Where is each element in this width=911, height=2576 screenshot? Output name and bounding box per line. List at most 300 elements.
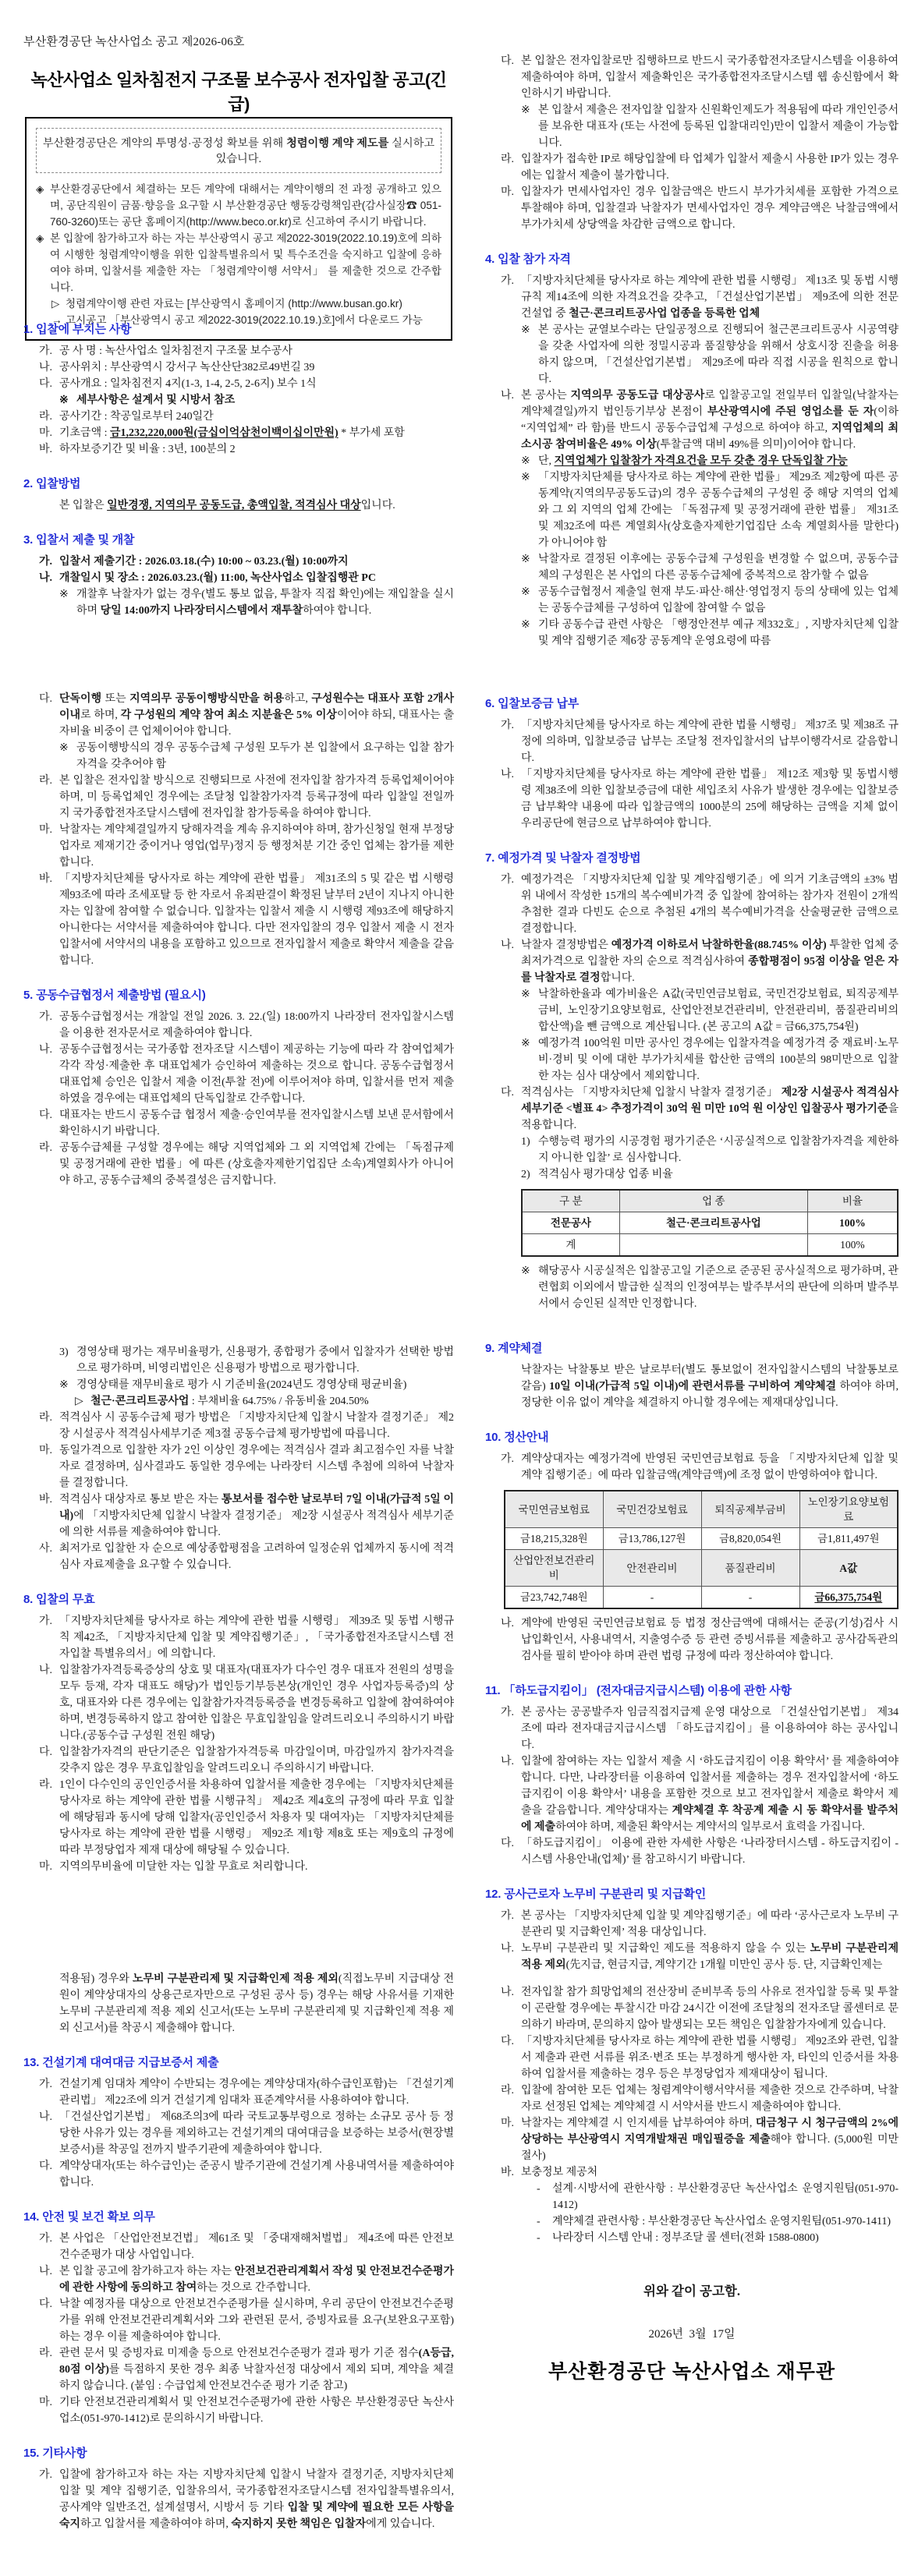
integrity-sub-item [36, 295, 441, 312]
item-marker: ※ [59, 1379, 69, 1391]
item-marker: 다. [39, 1746, 53, 1758]
table-row [505, 1550, 898, 1587]
table-cell [619, 1234, 807, 1257]
item-text: 나라장터 시스템 안내 : 정부조달 콜 센터(전화 1588-0800) [552, 2232, 819, 2244]
list-item [23, 1410, 454, 1442]
closing-statement: 위와 같이 공고함. [643, 2284, 740, 2298]
item-marker: 다. [501, 1838, 515, 1849]
list-item [23, 425, 454, 441]
item-marker: ※ [59, 395, 69, 406]
list-item [23, 822, 454, 871]
list-item [485, 53, 899, 102]
list-item [23, 1859, 454, 1875]
item-text: 계약체결 관련사항 : 부산환경공단 녹산사업소 운영지원팀(051-970-1411) [552, 2216, 892, 2227]
item-marker: 나. [39, 1044, 53, 1056]
item-text: 「하도급지킴이」 이용에 관한 자세한 사항은 ‘나라장터시스템 - 하도급지킴이 - 시스템 사용안내(업체)’ 를 참고하시기 바랍니다. [521, 1838, 899, 1866]
item-text: 입찰에 참여하는 자는 입찰서 제출 시 ‘하도급지킴이 이용 확약서’ 를 제출하여야 합니다. 다만, 나라장터를 이용하여 입찰서를 제출하는 경우 전자입찰서에 ‘하도급지킴이 이용 확약서’ 내용을 포함한 것으로 보고 전자입찰서 제출로 확약서 제출을 갈음합니다. 계약상대자는 계약체결 후 착공계 제출 시 동 확약서를 발주처에 제출하여야 하며, 제출된 확약서는 계약서의 일부로서 효력을 가집니다. [521, 1756, 899, 1833]
list-item [23, 1377, 454, 1393]
item-marker: 라. [501, 2085, 515, 2097]
list-item [485, 102, 899, 151]
item-marker: - [537, 2183, 541, 2195]
item-text: 「지방자치단체를 당사자로 하는 계약에 관한 법률 시행령」 제13조 및 동법 시행규칙 제14조에 의한 자격요건을 갖추고, 「건설산업기본법」 제9조에 의한 전문건설업 중 철근·콘크리트공사업 업종을 등록한 업체 [521, 275, 899, 320]
item-text: 본 공사는 「지방자치단체 입찰 및 계약집행기준」에 따라 ‘공사근로자 노무비 구분관리 및 지급확인제’ 적용 대상입니다. [521, 1910, 899, 1938]
text-block [23, 322, 454, 619]
item-marker: 마. [501, 186, 515, 198]
item-marker: 다. [39, 1109, 53, 1121]
item-marker: ※ [521, 324, 530, 336]
list-item [23, 1140, 454, 1189]
section-heading: 4. 입찰 참가 자격 [485, 253, 571, 266]
list-item [485, 2082, 899, 2115]
item-text: 낙찰하한율과 예가비율은 A값(국민연금보험료, 국민건강보험료, 퇴직공제부금비, 노인장기요양보험료, 산업안전보건관리비, 안전관리비, 품질관리비의 합산액)을 뺀 금액으로 계산됩니다. (본 공고의 A값 = 금66,375,754원) [538, 989, 899, 1033]
list-item [23, 1107, 454, 1140]
item-text: 공사기간 : 착공일로부터 240일간 [59, 411, 214, 423]
section-heading: 8. 입찰의 무효 [23, 1593, 95, 1606]
item-text: 동일가격으로 입찰한 자가 2인 이상인 경우에는 적격심사 결과 최고점수인 자를 낙찰자로 결정하며, 심사결과도 동일한 경우에는 나라장터 시스템 추첨에 의하여 낙찰자를 결정합니다. [59, 1445, 454, 1489]
item-marker: 다. [501, 2036, 515, 2047]
paragraph: 적용됨) 경우와 노무비 구분관리제 및 지급확인제 적용 제외(직접노무비 지급대상 전원이 계약상대자의 상용근로자만으로 구성된 공사 등) 경우는 해당 사유서를 기재한 노무비 구분관리제 적용 제외 신고서(또는 노무비 구분관리제 및 지급확인제 적용 제외 신고서)를 착공시 제출해야 합니다. [59, 1973, 454, 2034]
list-item [485, 151, 899, 184]
item-marker: ※ [59, 742, 69, 754]
data-table [504, 1490, 899, 1609]
list-item [23, 691, 454, 740]
item-text: 낙찰자는 계약체결일까지 당해자격을 계속 유지하여야 하며, 참가신청일 현재 부정당업자로 제재기간 중이거나 영업(업무)정지 등 행정처분 기간 중인 업체는 참가를 제한합니다. [59, 824, 454, 869]
list-item [23, 343, 454, 359]
item-text: 개찰후 낙찰자가 없는 경우(별도 통보 없음, 투찰자 직접 확인)에는 재입찰을 실시하며 당일 14:00까지 나라장터시스템에서 재투찰하여야 합니다. [76, 589, 454, 617]
table-cell: 철근·콘크리트공사업 [619, 1212, 807, 1234]
item-text: 건설기계 임대차 계약이 수반되는 경우에는 계약상대자(하수급인포함)는 「건설기계관리법」 제22조에 의거 건설기계 임대차 표준계약서를 사용하여야 합니다. [59, 2079, 454, 2107]
list-item [485, 469, 899, 551]
issuer-signature: 부산환경공단 녹산사업소 재무관 [548, 2361, 835, 2383]
item-marker: 가. [39, 1615, 53, 1627]
table-cell: 100% [807, 1212, 898, 1234]
integrity-item [36, 181, 441, 230]
list-item [23, 1442, 454, 1491]
section-heading: 13. 건설기계 대여대금 지급보증서 제출 [23, 2056, 219, 2069]
table-row [522, 1190, 898, 1212]
table-header-cell: 산업안전보건관리비 [505, 1550, 603, 1587]
item-text: 본 입찰은 전자입찰 방식으로 진행되므로 사전에 전자입찰 참가자격 등록업체이어야 하며, 미 등록업체인 경우에는 조달청 입찰참가자격 등록규정에 따라 입찰일 전일까지 국가종합전자조달시스템에 전자입찰 참가등록을 하여야 합니다. [59, 775, 454, 819]
list-item [485, 2181, 899, 2213]
section-heading: 3. 입찰서 제출 및 개찰 [23, 533, 135, 547]
table-header-cell: 노인장기요양보험료 [799, 1491, 898, 1528]
list-item [23, 570, 454, 586]
item-marker: 마. [39, 1861, 53, 1873]
list-item [23, 392, 454, 409]
item-marker: 다. [39, 378, 53, 390]
item-marker: 가. [501, 1910, 515, 1922]
list-item [23, 2263, 454, 2296]
item-marker: 마. [39, 1445, 53, 1456]
item-marker: 라. [39, 1779, 53, 1791]
item-marker: ※ [521, 989, 530, 1000]
list-item [485, 1941, 899, 1973]
item-text: 본 공사는 지역의무 공동도급 대상공사로 입찰공고일 전일부터 입찰일(낙찰자는 계약체결일)까지 법인등기부상 본점이 부산광역시에 주된 영업소를 둔 자(이하 “지역업체” 라 함)를 반드시 공동수급업체 구성으로 하여야 하고, 지역업체의 최소시공 참여비율은 49% 이상(투찰금액 대비 49%를 의미)이어야 합니다. [521, 390, 899, 451]
item-marker: 1) [521, 1136, 530, 1148]
list-item [23, 554, 454, 570]
text-block [485, 1984, 899, 2246]
list-item [485, 986, 899, 1035]
item-text: 적격심사 평가대상 업종 비율 [538, 1169, 673, 1180]
item-text: 본 입찰에 참가하고자 하는 자는 부산광역시 공고 제2022-3019(2022.10.19)호에 의하여 시행한 청렴계약이행을 위한 입찰특별유의서 및 특수조건을 숙지하고 입찰에 응하여야 하며, 입찰서를 제출한 자는 「청렴계약이행 서약서」 를 제출한 것으로 간주합니다. [50, 232, 441, 293]
item-marker: 라. [39, 1142, 53, 1154]
list-item [485, 1704, 899, 1753]
right-column [485, 0, 899, 2576]
item-marker: 라. [39, 775, 53, 787]
item-marker: 나. [39, 362, 53, 373]
page-title: 녹산사업소 일차침전지 구조물 보수공사 전자입찰 공고(긴급) [30, 70, 447, 114]
list-item [485, 584, 899, 617]
item-text: 대표자는 반드시 공동수급 협정서 제출·승인여부를 전자입찰시스템 보낸 문서함에서 확인하시기 바랍니다. [59, 1109, 454, 1138]
item-marker: 2) [521, 1169, 530, 1180]
list-item [23, 740, 454, 773]
list-item [485, 717, 899, 766]
item-text: 공동수급협정서 제출일 현재 부도·파산·해산·영업정지 등의 상태에 있는 업체는 공동수급체를 구성하여 입찰에 참여할 수 없음 [538, 586, 899, 614]
text-block [485, 1341, 899, 1973]
list-item [23, 586, 454, 619]
item-text: 예정가격 100억원 미만 공사인 경우에는 입찰자격을 예정가격 중 재료비·노무비·경비 및 이에 대한 부가가치세를 합산한 금액의 100분의 98미만으로 입찰 한 자는 심사 대상에서 제외합니다. [538, 1038, 899, 1082]
integrity-item [36, 230, 441, 295]
item-marker: 가. [39, 2233, 53, 2245]
item-text: 경영상태를 재무비율로 평가 시 기준비율(2024년도 경영상태 평균비율) [76, 1379, 407, 1391]
item-marker: 나. [501, 939, 515, 951]
item-marker: 가. [39, 345, 53, 357]
item-text: 낙찰자 결정방법은 예정가격 이하로서 낙찰하한율(88.745% 이상) 투찰한 업체 중 최저가격으로 입찰한 자의 순으로 적격심사하여 종합평점이 95점 이상을 얻은 자를 낙찰자로 결정합니다. [521, 939, 899, 984]
list-item [485, 937, 899, 986]
section-heading: 5. 공동수급협정서 제출방법 (필요시) [23, 989, 206, 1002]
item-text: 하자보증기간 및 비율 : 3년, 100분의 2 [59, 444, 236, 455]
item-marker: 라. [39, 1412, 53, 1424]
item-text: 개찰일시 및 장소 : 2026.03.23.(월) 11:00, 녹산사업소 입찰집행관 PC [59, 572, 376, 584]
item-marker: 다. [501, 55, 515, 67]
list-item [23, 376, 454, 392]
item-marker: 다. [501, 1087, 515, 1099]
table-header-cell: 품질관리비 [701, 1550, 799, 1587]
table-header-cell: 국민연금보험료 [505, 1491, 603, 1528]
list-item [485, 1615, 899, 1665]
integrity-box [25, 117, 452, 341]
item-marker: ◈ [36, 232, 44, 244]
item-text: 공동수급협정서는 국가종합 전자조달 시스템이 제공하는 기능에 따라 각 참여업체가 각각 작성·제출한 후 대표업체가 승인하여 제출하는 것으로 합니다. 공동수급협정서 대표업체 승인은 입찰서 제출 이전(투찰 전)에 이루어져야 하며, 입찰서를 먼저 제출하였을 경우에는 대표업체의 단독입찰로 간주합니다. [59, 1044, 454, 1105]
section-heading: 2. 입찰방법 [23, 477, 81, 490]
integrity-banner-suffix: 실시하고 있습니다. [215, 137, 435, 165]
item-marker: 나. [501, 1943, 515, 1955]
list-item [23, 2231, 454, 2263]
item-marker: ※ [521, 104, 530, 116]
list-item [485, 1835, 899, 1868]
table-header-cell: 업 종 [619, 1190, 807, 1212]
item-text: 계약상대자는 예정가격에 반영된 국민연금보험료 등을 「지방자치단체 입찰 및 계약 집행기준」에 따라 입찰금액(계약금액)에 조정 없이 반영하여야 합니다. [521, 1453, 899, 1481]
list-item [485, 2164, 899, 2181]
item-text: 입찰에 참여한 모든 업체는 청렴계약이행서약서를 제출한 것으로 간주하며, 낙찰자로 선정된 업체는 계약체결 시 서약서를 반드시 제출하여야 합니다. [521, 2085, 899, 2113]
table-cell: - [603, 1587, 701, 1609]
list-item [23, 773, 454, 822]
item-marker: 가. [501, 275, 515, 287]
item-text: 노무비 구분관리 및 지급확인 제도를 적용하지 않을 수 있는 노무비 구분관리제 적용 제외(先지급, 현금지급, 계약기간 1개월 미만인 공사 등. 단, 지급확인제는 [521, 1943, 899, 1971]
item-marker: 가. [501, 874, 515, 886]
list-item [485, 322, 899, 387]
announcement-date: 2026년 3월 17일 [648, 2328, 736, 2341]
list-item [485, 1035, 899, 1085]
list-item [485, 1263, 899, 1312]
item-marker: 나. [39, 572, 53, 584]
text-block [23, 1344, 454, 1875]
section-heading: 1. 입찰에 부치는 사항 [23, 323, 132, 336]
table-header-cell: A값 [799, 1550, 898, 1587]
list-item [485, 2213, 899, 2230]
item-text: 해당공사 시공실적은 입찰공고일 기준으로 준공된 공사실적으로 평가하며, 관련협회 이외에서 발급한 실적의 인정여부는 발주부서의 판단에 의하며 발주부서에서 승인된 실적만 인정합니다. [538, 1265, 899, 1310]
item-marker: 라. [39, 411, 53, 423]
item-text: 낙찰자는 계약체결 시 인지세를 납부하여야 하며, 대금청구 시 청구금액의 2%에 상당하는 부산광역시 지역개발채권 매입필증을 제출해야 합니다. (5,000원 미만 절사) [521, 2118, 899, 2162]
table-row [505, 1491, 898, 1528]
item-text: 최저가로 입찰한 자 순으로 예상종합평점을 고려하여 일정순위 업체까지 동시에 적격심사 자료제출을 요구할 수 있습니다. [59, 1543, 454, 1571]
text-block [23, 1971, 454, 2532]
table-header-cell: 안전관리비 [603, 1550, 701, 1587]
item-marker: 사. [39, 1543, 53, 1555]
integrity-box-items [36, 181, 441, 328]
section-heading: 7. 예정가격 및 낙찰자 결정방법 [485, 851, 641, 865]
item-text: 공사개요 : 일차침전지 4지(1-3, 1-4, 2-5, 2-6지) 보수 1식 [59, 378, 317, 390]
item-text: 공 사 명 : 녹산사업소 일차침전지 구조물 보수공사 [59, 345, 292, 357]
section-heading: 15. 기타사항 [23, 2447, 87, 2460]
item-text: 적격심사 시 공동수급체 평가 방법은 「지방자치단체 입찰시 낙찰자 결정기준」 제2장 시설공사 적격심사세부기준 제3절 공동수급체 평가방법에 따릅니다. [59, 1412, 454, 1440]
list-item [485, 1085, 899, 1134]
table-cell: 금13,786,127원 [603, 1528, 701, 1550]
item-text: 입찰자가 접속한 IP로 해당입찰에 타 업체가 입찰서 제출시 사용한 IP가 있는 경우에는 입찰서 제출이 불가합니다. [521, 154, 899, 182]
item-marker: 나. [501, 1756, 515, 1767]
item-text: 공사위치 : 부산광역시 강서구 녹산산단382로49번길 39 [59, 362, 315, 373]
item-marker: 나. [39, 1665, 53, 1676]
item-text: 계약에 반영된 국민연금보험료 등 법정 정산금액에 대해서는 준공(기성)검사 시 납입확인서, 사용내역서, 지출영수증 등 관련 증빙서류를 제출하고 공사감독관의 검사를 필히 받아야 하며 관련 법령 규정에 따라 정산하여야 합니다. [521, 1618, 899, 1662]
item-marker: ※ [521, 472, 530, 483]
paragraph: 본 입찰은 일반경쟁, 지역의무 공동도급, 총액입찰, 적격심사 대상입니다. [59, 500, 395, 511]
item-text: 부산환경공단에서 체결하는 모든 계약에 대해서는 계약이행의 전 과정 공개하고 있으며, 공단직원이 금품·향응을 요구할 시 부산환경공단 행동강령책임관(감사실장☎ 051-760-3260)또는 공단 홈페이지(http://www.beco.or.kr)로 신고하여 주시기 바랍니다. [50, 183, 441, 228]
item-marker: ※ [521, 586, 530, 598]
table-cell: 전문공사 [522, 1212, 619, 1234]
item-text: 공동수급협정서는 개찰일 전일 2026. 3. 22.(일) 18:00까지 나라장터 전자입찰시스템을 이용한 전자문서로 제출하여야 합니다. [59, 1011, 454, 1039]
item-text: 입찰에 참가하고자 하는 자는 지방자치단체 입찰시 낙찰자 결정기준, 지방자치단체 입찰 및 계약 집행기준, 입찰유의서, 국가종합전자조달시스템 전자입찰특별유의서, 공사계약 일반조건, 설계설명서, 시방서 등 기타 입찰 및 계약에 필요한 모든 사항을 숙지하고 입찰서를 제출하여야 하며, 숙지하지 못한 책임은 입찰자에게 있습니다. [59, 2469, 454, 2530]
item-marker: 나. [501, 390, 515, 402]
integrity-banner [36, 128, 441, 173]
list-item [23, 2296, 454, 2345]
section-heading: 12. 공사근로자 노무비 구분관리 및 지급확인 [485, 1888, 707, 1901]
item-marker: ▷ [51, 298, 60, 310]
item-marker: 나. [39, 2111, 53, 2123]
doc-number: 부산환경공단 녹산사업소 공고 제2026-06호 [23, 36, 245, 48]
item-text: 입찰자가 면세사업자인 경우 입찰금액은 반드시 부가가치세를 포함한 가격으로 투찰해야 하며, 입찰결과 낙찰자가 면세사업자인 경우 계약금액은 낙찰금액에서 부가가치세 상당액을 차감한 금액으로 합니다. [521, 186, 899, 231]
item-text: 본 입찰은 전자입찰로만 집행하므로 반드시 국가종합전자조달시스템을 이용하여 제출하여야 하며, 입찰서 제출확인은 국가종합전자조달시스템 웹 송신함에서 확인하시기 바랍니다. [521, 55, 899, 100]
table-header-cell: 비율 [807, 1190, 898, 1212]
item-marker: 바. [501, 2167, 515, 2178]
item-marker: 나. [39, 2266, 53, 2277]
item-marker: 나. [501, 769, 515, 780]
table-cell: 100% [807, 1234, 898, 1257]
list-item [485, 1166, 899, 1183]
list-item [23, 2076, 454, 2109]
table-cell: 금66,375,754원 [799, 1587, 898, 1609]
item-text: 수행능력 평가의 시공경험 평가기준은 ‘시공실적으로 입찰참가자격을 제한하지 아니한 입찰’ 로 심사합니다. [538, 1136, 899, 1164]
item-text: 「지방자치단체를 당사자로 하는 계약에 관한 법률 시행령」 제92조와 관련, 입찰서 제출과 관련 서류를 위조·변조 또는 부정하게 행사한 자, 타인의 인증서를 차용하여 입찰서를 제출하는 경우 등은 부정당업자 제재대상이 됩니다. [521, 2036, 899, 2080]
item-marker: ▷ [75, 1396, 83, 1407]
list-item [23, 409, 454, 425]
item-text: 본 공사는 균열보수라는 단일공정으로 진행되어 철근콘크리트공사 시공역량을 갖춘 사업자에 의한 정밀시공과 품질향상을 위해서 상호시장 진출을 허용하지 않으며, 「건설산업기본법」 제29조에 따라 직접 시공을 원칙으로 합니다. [538, 324, 899, 385]
list-item [485, 1134, 899, 1166]
list-item [485, 2033, 899, 2082]
list-item [485, 872, 899, 937]
item-marker: ※ [521, 619, 530, 631]
item-text: 「지방자치단체를 당사자로 하는 계약에 관한 법률 시행령」 제39조 및 동법 시행규칙 제42조, 「지방자치단체 입찰 및 계약집행기준」, 「국가종합전자조달시스템 전자입찰 특별유의서」에 의합니다. [59, 1615, 454, 1660]
item-text: 입찰참가자격등록증상의 상호 및 대표자(대표자가 다수인 경우 대표자 전원의 성명을 모두 등재, 각자 대표도 해당)가 법인등기부등본상(개인인 경우 사업자등록증)의 상호, 대표자와 다른 경우에는 입찰참가자격등록증을 변경등록하고 입찰에 참여하여야 하며, 변경등록하지 않고 참여한 입찰은 무효입찰임을 알려드리오니 주의하시기 바랍니다.(공동수급 구성원 전원 해당) [59, 1665, 455, 1742]
item-marker: 나. [501, 1987, 515, 1998]
integrity-banner-bold: 청렴이행 계약 제도를 [286, 137, 389, 150]
item-text: 기타 안전보건관리계획서 및 안전보건수준평가에 관한 사항은 부산환경공단 녹산사업소(051-970-1412)로 문의하시기 바랍니다. [59, 2397, 454, 2425]
list-item [23, 1042, 454, 1107]
list-item [23, 871, 454, 969]
list-item [23, 1393, 454, 1410]
item-marker: → [51, 314, 62, 326]
item-text: 본 공사는 공공발주자 임금직접지급제 운영 대상으로 「건설산업기본법」 제34조에 따라 전자대금지급시스템 「하도급지킴이」를 이용하여야 하는 공사입니다. [521, 1707, 899, 1751]
section-heading: 6. 입찰보증금 납부 [485, 697, 580, 710]
item-marker: 가. [39, 2469, 53, 2481]
item-text: 경영상태 평가는 재무비율평가, 신용평가, 종합평가 중에서 입찰자가 선택한 방법으로 평가하며, 비영리법인은 신용평가 방법으로 평가합니다. [76, 1346, 454, 1375]
list-item [23, 1491, 454, 1541]
item-text: 예정가격은 「지방자치단체 입찰 및 계약집행기준」에 의거 기초금액의 ±3% 범위 내에서 작성한 15개의 복수예비가격 중 입찰에 참여하는 참가자 전원이 2개씩 추첨한 결과 다빈도 순으로 추첨된 4개의 복수예비가격을 산술평균한 금액으로 결정합니다. [521, 874, 899, 935]
item-marker: 바. [39, 444, 53, 455]
list-item [23, 2109, 454, 2158]
item-text: 「지방자치단체를 당사자로 하는 계약에 관한 법률」 제31조의 5 및 같은 법 시행령 제93조에 따라 조세포탈 등 한 자로서 유죄판결이 확정된 날부터 2년이 지나지 아니한 자는 입찰에 참여할 수 없습니다. 입찰자는 입찰서 제출 시 시행령 제93조에 해당하지 아니한다는 서약서를 제출하여야 합니다. 다만 전자입찰의 경우 입찰서 제출 시 전자입찰서에 서약서의 내용을 포함하고 있으므로 전자입찰서 제출로 확약서 제출을 갈음합니다. [59, 873, 454, 967]
table-row [522, 1212, 898, 1234]
list-item [485, 453, 899, 469]
list-item [485, 1753, 899, 1835]
table-cell: 금1,811,497원 [799, 1528, 898, 1550]
item-text: 「지방자치단체를 당사자로 하는 계약에 관한 법률 시행령」 제37조 및 제38조 규정에 의하며, 입찰보증금 납부는 조달청 전자입찰서의 납부이행각서로 갈음합니다. [521, 720, 899, 764]
list-item [485, 766, 899, 832]
item-marker: 가. [39, 1011, 53, 1023]
table-row [505, 1528, 898, 1550]
item-text: 적격심사는 「지방자치단체 입찰시 낙찰자 결정기준」 제2장 시설공사 적격심사 세부기준 <별표 4> 추정가격이 30억 원 미만 10억 원 이상인 입찰공사 평가기준을 적용합니다. [521, 1087, 899, 1131]
table-header-cell: 퇴직공제부금비 [701, 1491, 799, 1528]
item-marker: 다. [39, 693, 53, 705]
item-marker: 라. [501, 154, 515, 165]
list-item [23, 2345, 454, 2394]
item-text: 1인이 다수인의 공인인증서를 차용하여 입찰서를 제출한 경우에는 「지방자치단체를 당사자로 하는 계약에 관한 법률 시행규칙」 제42조 제4호의 규정에 따라 무효 입찰에 해당됨과 동시에 당해 입찰자(공인인증서 차용자 및 대여자)는 「지방자치단체를 당사자로 하는 계약에 관한 법률 시행령」 제92조 제1항 제8호 또는 제9호의 규정에 따라 부정당업자 제재 대상에 해당될 수 있습니다. [59, 1779, 454, 1856]
list-item [23, 1541, 454, 1573]
item-marker: ◈ [36, 183, 44, 195]
section-heading: 9. 계약체결 [485, 1342, 543, 1355]
paragraph: 낙찰자는 낙찰통보 받은 날로부터(별도 통보없이 전자입찰시스템의 낙찰통보로 갈음) 10일 이내(가급적 5일 이내)에 관련서류를 구비하여 계약체결 하여야 하며, 정당한 이유 없이 계약을 체결하지 아니할 경우에는 제재대상입니다. [521, 1364, 899, 1409]
table-header-cell: 구 분 [522, 1190, 619, 1212]
item-text: 청렴계약이행 관련 자료는 [부산광역시 홈페이지 (http://www.busan.go.kr) [66, 298, 402, 310]
list-item [485, 184, 899, 233]
item-text: 낙찰자로 결정된 이후에는 공동수급체 구성원을 변경할 수 없으며, 공동수급체의 구성원은 본 사업의 다른 공동수급체에 중복적으로 참가할 수 없음 [538, 554, 899, 582]
item-text: 관련 문서 및 증빙자료 미제출 등으로 안전보건수준평가 결과 평가 기준 점수(A등급, 80점 이상)를 득점하지 못한 경우 최종 낙찰자선정 대상에서 제외 되며, 계약을 체결하지 않습니다. (붙임 : 수급업체 안전보건수준 평가 기준 참고) [59, 2348, 455, 2392]
item-text: 본 입찰 공고에 참가하고자 하는 자는 안전보건관리계획서 작성 및 안전보건수준평가에 관한 사항에 동의하고 참여하는 것으로 간주합니다. [59, 2266, 455, 2294]
item-text: 낙찰 예정자를 대상으로 안전보건수준평가를 실시하며, 우리 공단이 안전보건수준평가를 위해 안전보건관리계획서와 그와 관련된 문서, 증빙자료를 요구(보완요구포함)하는 경우 이를 제출하여야 합니다. [59, 2298, 454, 2343]
item-text: 세부사항은 설계서 및 시방서 참조 [76, 395, 236, 406]
list-item [485, 551, 899, 584]
list-item [23, 1744, 454, 1777]
item-marker: ※ [521, 1265, 530, 1277]
item-marker: 가. [501, 1707, 515, 1718]
item-marker: 라. [39, 2348, 53, 2359]
item-marker: - [537, 2216, 541, 2227]
list-item [485, 1451, 899, 1484]
list-item [23, 441, 454, 458]
list-item [485, 617, 899, 649]
item-marker: 다. [39, 2298, 53, 2310]
item-text: 입찰참가자격의 판단기준은 입찰참가자격등록 마감일이며, 마감일까지 참가자격을 갖추지 않은 경우 무효입찰임을 알려드리오니 주의하시기 바랍니다. [59, 1746, 454, 1775]
integrity-banner-text: 부산환경공단은 계약의 투명성·공정성 확보를 위해 [42, 137, 287, 150]
left-column [23, 0, 454, 2576]
item-text: 본 사업은 「산업안전보건법」 제61조 및 「중대재해처벌법」 제4조에 따른 안전보건수준평가 대상 사업입니다. [59, 2233, 454, 2261]
item-text: 보충정보 제공처 [521, 2167, 598, 2178]
item-text: 적격심사 대상자로 통보 받은 자는 통보서를 접수한 날로부터 7일 이내(가급적 5일 이내)에 「지방자치단체 입찰시 낙찰자 결정기준」 제2장 시설공사 적격심사 세부기준에 의한 서류를 제출하여야 합니다. [59, 1494, 454, 1538]
list-item [485, 273, 899, 322]
list-item [23, 1344, 454, 1377]
list-item [23, 2467, 454, 2532]
table-cell: 금8,820,054원 [701, 1528, 799, 1550]
item-marker: 가. [501, 720, 515, 731]
item-text: 계약상대자(또는 하수급인)는 준공시 발주기관에 건설기계 사용내역서를 제출하여야 합니다. [59, 2160, 454, 2189]
text-block [485, 53, 899, 649]
table-cell: 금23,742,748원 [505, 1587, 603, 1609]
table-cell: 금18,215,328원 [505, 1528, 603, 1550]
list-item [23, 2394, 454, 2427]
item-marker: ※ [521, 554, 530, 565]
text-block [23, 691, 454, 1189]
list-item [23, 2158, 454, 2191]
list-item [23, 1777, 454, 1859]
table-cell: - [701, 1587, 799, 1609]
item-marker: 마. [39, 824, 53, 836]
item-marker: ※ [521, 1038, 530, 1049]
item-marker: 바. [39, 1494, 53, 1506]
list-item [485, 1984, 899, 2033]
item-marker: 마. [501, 2118, 515, 2129]
section-heading: 10. 정산안내 [485, 1431, 549, 1444]
item-text: 「건설산업기본법」 제68조의3에 따라 국토교통부령으로 정하는 소규모 공사 등 정당한 사유가 있는 경우를 제외하고는 건설기계의 대여대금을 보증하는 보증서(현장별 보증서)를 착공일 전까지 발주기관에 제출하여야 합니다. [59, 2111, 455, 2156]
list-item [23, 1662, 454, 1744]
item-marker: ※ [59, 589, 69, 600]
table-header-cell: 국민건강보험료 [603, 1491, 701, 1528]
item-text: 본 입찰서 제출은 전자입찰 입찰자 신원확인제도가 적용됨에 따라 개인인증서를 보유한 대표자 (또는 사전에 등록된 입찰대리인)만이 입찰서 제출이 가능합니다. [538, 104, 899, 149]
item-marker: 가. [501, 1453, 515, 1465]
item-text: 「지방자치단체를 당사자로 하는 계약에 관한 법률」 제12조 제3항 및 동법시행령 제38조에 의한 입찰보증금에 대한 세입조치 사유가 발생한 경우에는 입찰보증금 납부확약 내용에 따라 입찰금액의 1000분의 25에 해당하는 금액을 지체 없이 우리공단에 현금으로 납부하여야 합니다. [521, 769, 899, 830]
table-row [522, 1234, 898, 1257]
item-marker: 가. [39, 2079, 53, 2090]
text-block [485, 696, 899, 1312]
item-marker: 다. [39, 2160, 53, 2172]
table-row [505, 1587, 898, 1609]
section-heading: 14. 안전 및 보건 확보 의무 [23, 2210, 155, 2224]
list-item [23, 1613, 454, 1662]
item-text: 입찰서 제출기간 : 2026.03.18.(수) 10:00 ~ 03.23.(월) 10:00까지 [59, 556, 349, 568]
section-heading: 11. 「하도급지킴이」 (전자대금지급시스템) 이용에 관한 사항 [485, 1684, 792, 1697]
item-text: 설계·시방서에 관한사항 : 부산환경공단 녹산사업소 운영지원팀(051-970-1412) [552, 2183, 899, 2211]
item-text: 고시공고 「부산광역시 공고 제2022-3019(2022.10.19.)호]에서 다운로드 가능 [66, 314, 423, 326]
list-item [485, 1908, 899, 1941]
item-text: 공동이행방식의 경우 공동수급체 구성원 모두가 본 입찰에서 요구하는 입찰 참가자격을 갖추어야 함 [76, 742, 454, 770]
item-text: 기초금액 : 금1,232,220,000원(금십이억삼천이백이십이만원) * 부가세 포함 [59, 427, 405, 439]
item-marker: ※ [521, 455, 530, 467]
item-marker: 바. [39, 873, 53, 885]
item-marker: 나. [501, 1618, 515, 1629]
item-marker: 마. [39, 427, 53, 439]
item-text: 전자입찰 참가 희망업체의 전산장비 준비부족 등의 사유로 전자입찰 등록 및 투찰이 곤란할 경우에는 투찰시간 마감 24시간 이전에 조달청의 전자조달 콜센터로 문의하기 바라며, 문의하지 않아 발생되는 모든 책임은 입찰참가자에게 있습니다. [521, 1987, 899, 2031]
data-table [521, 1189, 899, 1257]
item-text: 단, 지역업체가 입찰참가 자격요건을 모두 갖춘 경우 단독입찰 가능 [538, 455, 848, 467]
item-marker: 마. [39, 2397, 53, 2408]
